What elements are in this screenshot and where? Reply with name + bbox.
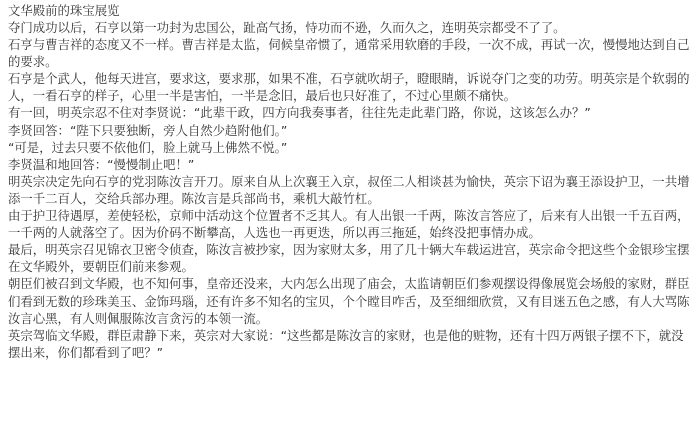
article-paragraph: 石亨是个武人，他每天进宫，要求这，要求那，如果不准，石亨就吹胡子，瞪眼睛，诉说夺门之变的功劳。明英宗是个软弱的人，一看石亨的样子，心里一半是害怕，一半是念旧，最后也只好准了，不过心里颇不痛快。 xyxy=(8,71,690,104)
article-title: 文华殿前的珠宝展览 xyxy=(8,3,120,18)
article-paragraph: 李贤温和地回答：“慢慢制止吧！” xyxy=(8,156,195,172)
article-paragraph: 朝臣们被召到文华殿，也不知何事，皇帝还没来，大内怎么出现了庙会，太监请朝臣们参观摆设得像展览会场般的家财，群臣们看到无数的珍珠美玉、金饰玛瑙，还有许多不知名的宝贝，个个瞠目咋舌，及至细细欣赏，又有目迷五色之感，有人大骂陈汝言心黑，有人则佩服陈汝言贪污的本领一流。 xyxy=(8,276,690,326)
article-paragraph: 有一回，明英宗忍不住对李贤说：“此辈干政，四方向我奏事者，往往先走此辈门路，你说，这该怎么办？” xyxy=(8,105,591,121)
article-paragraph: 夺门成功以后，石亨以第一功封为忠国公，趾高气扬，恃功而不逊，久而久之，连明英宗都受不了了。 xyxy=(8,20,566,35)
article-paragraph: 英宗驾临文华殿，群臣肃静下来，英宗对大家说：“这些都是陈汝言的家财，也是他的赃物，还有十四万两银子摆不下，就没摆出来，你们都看到了吧？” xyxy=(8,327,684,360)
article-paragraph: 石亨与曹吉祥的态度又不一样。曹吉祥是太监，伺候皇帝惯了，通常采用软磨的手段，一次不成，再试一次，慢慢地达到自己的要求。 xyxy=(8,37,690,70)
article-paragraph: 李贤回答：“陛下只要独断，旁人自然少趋附他们。” xyxy=(8,122,288,138)
article-paragraph: 明英宗决定先向石亨的党羽陈汝言开刀。原来自从上次襄王入京，叔侄二人相谈甚为愉快，英宗下诏为襄王添设护卫，一共增添一千二百人，交给兵部办理。陈汝言是兵部尚书，乘机大敲竹杠。 xyxy=(8,173,690,206)
article-paragraph: “可是，过去只要不依他们，脸上就马上佛然不悦。” xyxy=(8,139,288,155)
article-paragraph: 最后，明英宗召见锦衣卫密令侦查，陈汝言被抄家，因为家财太多，用了几十辆大车载运进宫，英宗命令把这些个金银珍宝摆在文华殿外，要朝臣们前来参观。 xyxy=(8,242,690,275)
article-paragraph: 由于护卫待遇厚，差使轻松，京师中活动这个位置者不乏其人。有人出银一千两，陈汝言答应了，后来有人出银一千五百两，一千两的人就落空了。因为价码不断攀高，人选也一再更迭，所以再三拖延，始终没把事情办成。 xyxy=(8,208,690,241)
